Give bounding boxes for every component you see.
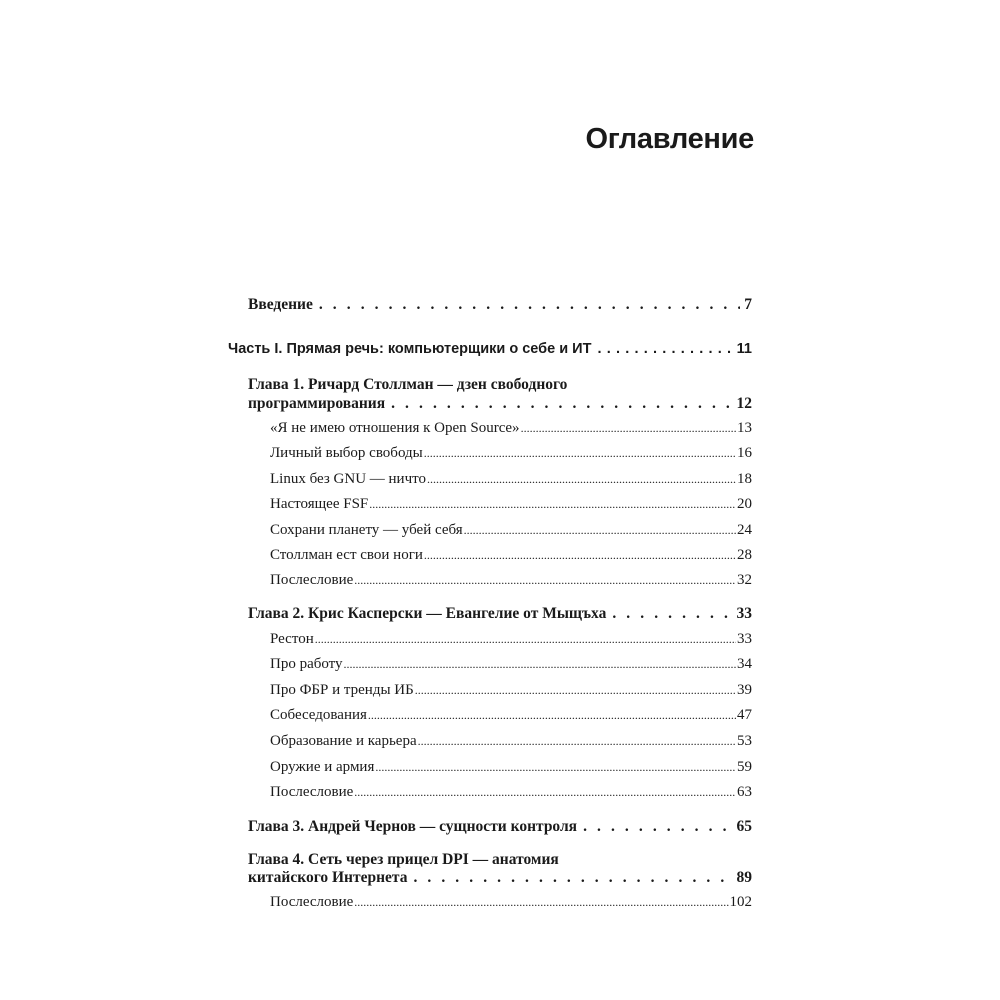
toc-entry-title: Глава 3. Андрей Чернов — сущности контроля bbox=[248, 818, 578, 835]
toc-section[interactable] bbox=[270, 784, 752, 801]
toc-page-number: 32 bbox=[737, 572, 752, 588]
toc-page-number: 18 bbox=[737, 471, 752, 487]
dot-leader bbox=[424, 547, 736, 564]
toc-page-number: 47 bbox=[737, 707, 752, 723]
toc-section-title: Послесловие bbox=[270, 572, 354, 588]
toc-entry-title: Глава 2. Крис Касперски — Евангелие от Мыщъха bbox=[248, 605, 607, 622]
toc-entry-chapter-1[interactable] bbox=[248, 395, 752, 413]
dot-leader bbox=[354, 572, 736, 589]
dot-leader bbox=[597, 341, 732, 357]
toc-entry-part-1[interactable] bbox=[228, 341, 752, 357]
toc-page-number: 11 bbox=[736, 341, 752, 357]
toc-section-title: Про работу bbox=[270, 656, 343, 672]
toc-section-title: Настоящее FSF bbox=[270, 496, 369, 512]
toc-section[interactable] bbox=[270, 445, 752, 462]
toc-section[interactable] bbox=[270, 547, 752, 564]
toc-entry-chapter-4[interactable] bbox=[248, 869, 752, 887]
toc-page-number: 33 bbox=[737, 631, 752, 647]
dot-leader bbox=[413, 869, 732, 887]
dot-leader bbox=[464, 522, 736, 539]
toc-section-title: Собеседования bbox=[270, 707, 367, 723]
toc-section-title: Личный выбор свободы bbox=[270, 445, 423, 461]
toc-section-title: Сохрани планету — убей себя bbox=[270, 522, 463, 538]
toc-page-number: 7 bbox=[744, 296, 752, 313]
toc-page-number: 12 bbox=[736, 395, 752, 412]
toc-section[interactable] bbox=[270, 707, 752, 724]
toc-page-number: 20 bbox=[737, 496, 752, 512]
toc-section-title: Linux без GNU — ничто bbox=[270, 471, 426, 487]
dot-leader bbox=[418, 733, 736, 750]
dot-leader bbox=[315, 631, 736, 648]
toc-section[interactable] bbox=[270, 656, 752, 673]
toc-page-number: 59 bbox=[737, 759, 752, 775]
toc-section-title: Про ФБР и тренды ИБ bbox=[270, 682, 414, 698]
dot-leader bbox=[427, 471, 736, 488]
page-title: Оглавление bbox=[585, 123, 754, 156]
dot-leader bbox=[424, 445, 736, 462]
dot-leader bbox=[391, 395, 732, 413]
toc-section[interactable] bbox=[270, 682, 752, 699]
dot-leader bbox=[583, 818, 732, 836]
toc-section-title: Образование и карьера bbox=[270, 733, 417, 749]
toc-chapter-1-title-line1[interactable]: Глава 1. Ричард Столлман — дзен свободного bbox=[248, 376, 568, 393]
toc-page-number: 102 bbox=[729, 894, 752, 910]
toc-section-title: Послесловие bbox=[270, 894, 354, 910]
toc-page-number: 28 bbox=[737, 547, 752, 563]
toc-page-number: 63 bbox=[737, 784, 752, 800]
toc-section-title: Рестон bbox=[270, 631, 314, 647]
toc-chapter-4-title-line1[interactable]: Глава 4. Сеть через прицел DPI — анатомия bbox=[248, 851, 559, 868]
dot-leader bbox=[521, 420, 736, 437]
dot-leader bbox=[415, 682, 736, 699]
dot-leader bbox=[612, 605, 732, 623]
toc-section[interactable] bbox=[270, 733, 752, 750]
dot-leader bbox=[375, 759, 736, 776]
toc-page-number: 24 bbox=[737, 522, 752, 538]
dot-leader bbox=[369, 496, 736, 513]
toc-page-number: 65 bbox=[736, 818, 752, 835]
toc-section[interactable] bbox=[270, 572, 752, 589]
toc-entry-intro[interactable] bbox=[248, 296, 752, 314]
toc-entry-title: Часть I. Прямая речь: компьютерщики о себе и ИТ bbox=[228, 341, 592, 357]
toc-entry-title: программирования bbox=[248, 395, 386, 412]
toc-page-number: 34 bbox=[737, 656, 752, 672]
toc-page-number: 33 bbox=[736, 605, 752, 622]
toc-section-title: «Я не имею отношения к Open Source» bbox=[270, 420, 520, 436]
dot-leader bbox=[368, 707, 736, 724]
toc-section[interactable] bbox=[270, 420, 752, 437]
toc-section[interactable] bbox=[270, 471, 752, 488]
dot-leader bbox=[319, 296, 740, 314]
toc-section[interactable] bbox=[270, 631, 752, 648]
toc-page-number: 13 bbox=[737, 420, 752, 436]
toc-section[interactable] bbox=[270, 894, 752, 911]
toc-page-number: 39 bbox=[737, 682, 752, 698]
dot-leader bbox=[354, 784, 736, 801]
toc-section[interactable] bbox=[270, 522, 752, 539]
toc-section[interactable] bbox=[270, 759, 752, 776]
toc-section[interactable] bbox=[270, 496, 752, 513]
toc-entry-title: китайского Интернета bbox=[248, 869, 408, 886]
toc-entry-chapter-2[interactable] bbox=[248, 605, 752, 623]
toc-page-number: 53 bbox=[737, 733, 752, 749]
toc-section-title: Оружие и армия bbox=[270, 759, 375, 775]
toc-section-title: Столлман ест свои ноги bbox=[270, 547, 423, 563]
dot-leader bbox=[354, 894, 728, 911]
toc-entry-chapter-3[interactable] bbox=[248, 818, 752, 836]
toc-entry-title: Введение bbox=[248, 296, 313, 313]
toc-section-title: Послесловие bbox=[270, 784, 354, 800]
toc-page-number: 16 bbox=[737, 445, 752, 461]
dot-leader bbox=[344, 656, 736, 673]
toc-page-number: 89 bbox=[736, 869, 752, 886]
